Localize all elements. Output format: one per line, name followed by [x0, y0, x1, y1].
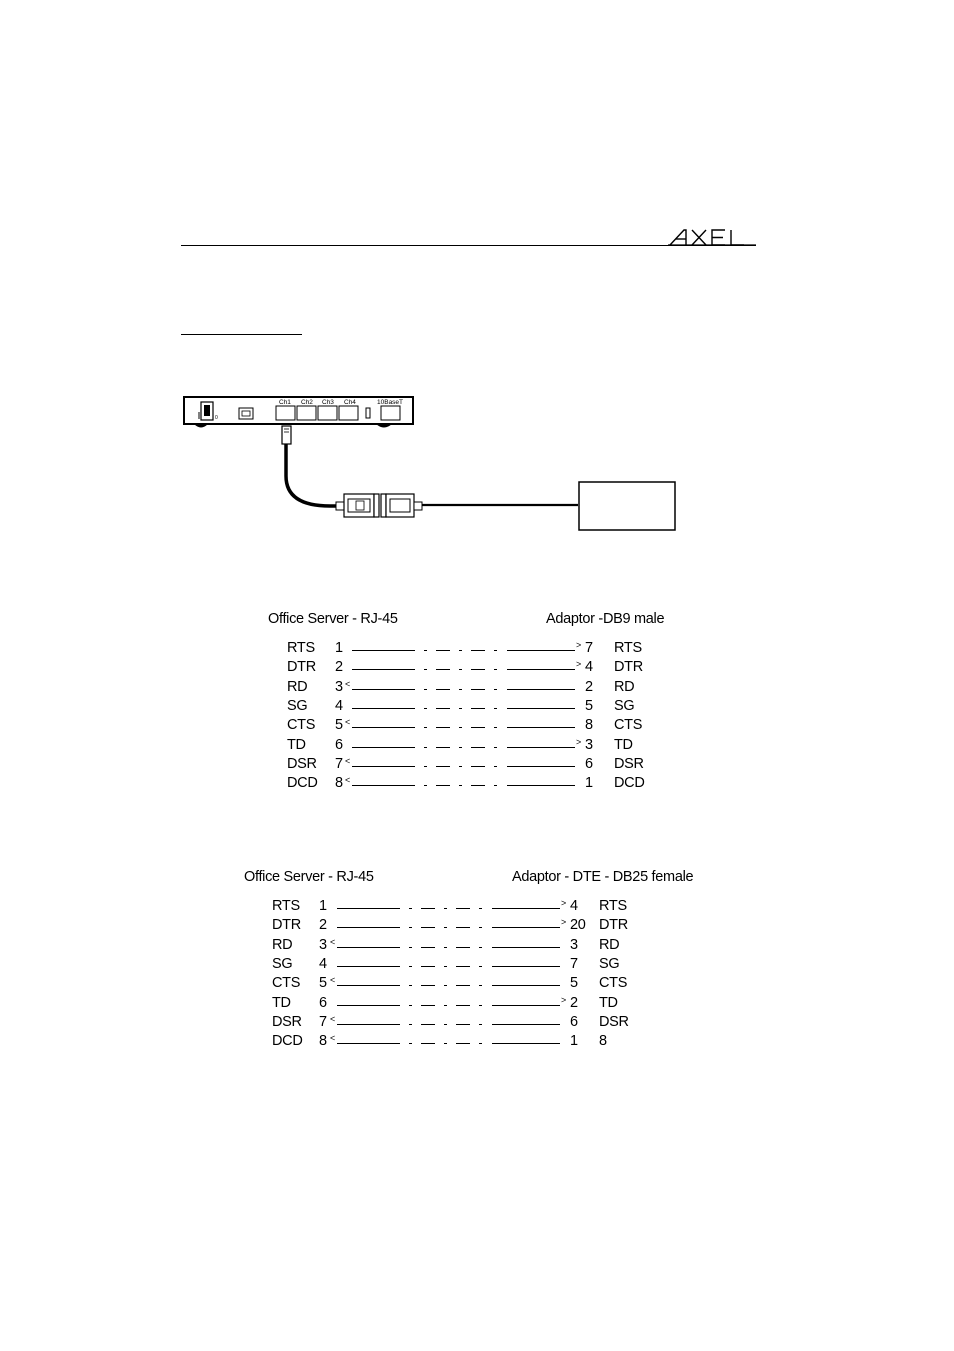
wire-dash	[471, 708, 485, 709]
wire-segment	[507, 785, 575, 786]
wire-dash	[471, 650, 485, 651]
arrow-left-icon: <	[330, 1013, 335, 1024]
wire-dash	[424, 747, 427, 748]
left-signal: DSR	[287, 755, 317, 772]
wire-dash	[409, 966, 412, 967]
right-pin: 7	[585, 640, 593, 656]
left-pin: 4	[335, 697, 343, 714]
right-pin: 5	[585, 697, 593, 714]
pinout-row	[0, 679, 954, 698]
device-foot-left	[194, 424, 208, 428]
left-pin: 1	[335, 640, 343, 656]
wire-dash	[494, 650, 497, 651]
table1-left-title: Office Server - RJ-45	[268, 611, 398, 627]
wire-dash	[494, 689, 497, 690]
wire-dash	[494, 747, 497, 748]
wire-segment	[492, 947, 560, 948]
wire-dash	[494, 766, 497, 767]
pinout-row	[0, 917, 954, 936]
arrow-left-icon: <	[345, 775, 350, 786]
wire-dash	[421, 947, 435, 948]
pinout-row	[0, 995, 954, 1014]
left-signal: RD	[287, 678, 308, 695]
wire-segment	[337, 985, 400, 986]
right-signal: DSR	[614, 755, 644, 772]
left-signal: RTS	[272, 898, 300, 914]
wire-dash	[494, 727, 497, 728]
wire-dash	[424, 650, 427, 651]
wire-dash	[409, 927, 412, 928]
wire-segment	[492, 1043, 560, 1044]
left-pin: 6	[335, 736, 343, 753]
right-signal: TD	[614, 736, 633, 753]
wire-dash	[479, 1005, 482, 1006]
wire-segment	[492, 985, 560, 986]
right-pin: 8	[585, 717, 593, 734]
wire-dash	[444, 927, 447, 928]
pinout-row	[0, 737, 954, 756]
right-signal: RTS	[614, 640, 642, 656]
table1-right-title: Adaptor -DB9 male	[546, 611, 665, 627]
wire-dash	[459, 689, 462, 690]
arrow-right-icon: >	[576, 736, 581, 747]
wire-segment	[337, 908, 400, 909]
wire-segment	[507, 650, 575, 651]
wire-dash	[421, 908, 435, 909]
wire-segment	[492, 1005, 560, 1006]
right-pin: 2	[570, 994, 578, 1011]
pinout-row	[0, 898, 954, 917]
wire-dash	[436, 708, 450, 709]
left-signal: RD	[272, 936, 293, 953]
wire-segment	[492, 927, 560, 928]
wire-dash	[424, 689, 427, 690]
right-pin: 1	[585, 775, 593, 792]
wire-dash	[494, 708, 497, 709]
right-pin: 6	[570, 1013, 578, 1030]
right-signal: RTS	[599, 898, 627, 914]
wire-segment	[507, 747, 575, 748]
left-pin: 6	[319, 994, 327, 1011]
left-signal: TD	[272, 994, 291, 1011]
wire-dash	[459, 785, 462, 786]
right-signal: CTS	[614, 717, 643, 734]
arrow-left-icon: <	[330, 936, 335, 947]
wire-dash	[444, 1005, 447, 1006]
wire-dash	[409, 985, 412, 986]
wire-segment	[337, 1005, 400, 1006]
led-indicator	[366, 408, 370, 418]
left-pin: 2	[319, 917, 327, 934]
db9-adaptor-icon	[336, 494, 422, 517]
right-pin: 4	[585, 659, 593, 676]
right-signal: SG	[599, 955, 620, 972]
wire-segment	[352, 747, 415, 748]
left-signal: RTS	[287, 640, 315, 656]
aux-port-icon	[239, 408, 253, 419]
left-pin: 3	[319, 936, 327, 953]
peripheral-device-box	[579, 482, 675, 530]
wire-segment	[337, 1024, 400, 1025]
wire-dash	[409, 947, 412, 948]
wire-dash	[424, 766, 427, 767]
wire-dash	[479, 908, 482, 909]
arrow-right-icon: >	[561, 917, 566, 928]
pinout-row	[0, 1014, 954, 1033]
pinout-row	[0, 640, 954, 659]
wire-dash	[409, 1005, 412, 1006]
right-pin: 1	[570, 1033, 578, 1050]
wire-segment	[507, 727, 575, 728]
left-pin: 7	[335, 755, 343, 772]
wire-segment	[352, 689, 415, 690]
wire-dash	[444, 1024, 447, 1025]
wire-segment	[507, 708, 575, 709]
wire-dash	[459, 708, 462, 709]
pinout-row	[0, 1033, 954, 1052]
wire-dash	[409, 1043, 412, 1044]
right-signal: 8	[599, 1033, 607, 1050]
wire-dash	[456, 1024, 470, 1025]
wire-dash	[459, 650, 462, 651]
wire-dash	[436, 727, 450, 728]
wire-segment	[352, 766, 415, 767]
pinout-row	[0, 659, 954, 678]
wire-segment	[492, 908, 560, 909]
left-pin: 5	[319, 975, 327, 992]
wire-dash	[424, 785, 427, 786]
wire-dash	[471, 727, 485, 728]
arrow-right-icon: >	[576, 659, 581, 670]
left-signal: DSR	[272, 1013, 302, 1030]
wire-dash	[436, 766, 450, 767]
port-label-ch4: Ch4	[344, 399, 356, 406]
device-foot-right	[376, 424, 392, 428]
left-pin: 2	[335, 659, 343, 676]
left-pin: 4	[319, 955, 327, 972]
pinout-row	[0, 717, 954, 736]
wire-dash	[479, 1024, 482, 1025]
right-signal: DTR	[614, 659, 643, 676]
wire-segment	[337, 1043, 400, 1044]
right-pin: 6	[585, 755, 593, 772]
wire-dash	[421, 1005, 435, 1006]
left-signal: SG	[287, 697, 308, 714]
pinout-row	[0, 698, 954, 717]
ethernet-port	[381, 406, 400, 420]
wire-dash	[436, 669, 450, 670]
wire-dash	[459, 669, 462, 670]
wire-dash	[456, 1043, 470, 1044]
wire-segment	[337, 966, 400, 967]
right-pin: 7	[570, 955, 578, 972]
wire-dash	[444, 966, 447, 967]
right-pin: 5	[570, 975, 578, 992]
pinout-row	[0, 975, 954, 994]
wire-dash	[456, 947, 470, 948]
arrow-right-icon: >	[561, 898, 566, 908]
right-signal: DCD	[614, 775, 645, 792]
wire-dash	[456, 985, 470, 986]
wire-dash	[444, 985, 447, 986]
wire-dash	[471, 766, 485, 767]
arrow-left-icon: <	[345, 717, 350, 728]
left-signal: CTS	[272, 975, 301, 992]
port-label-ch3: Ch3	[322, 399, 334, 406]
wire-dash	[471, 689, 485, 690]
svg-text:0: 0	[215, 415, 218, 421]
left-signal: DTR	[272, 917, 301, 934]
wire-segment	[352, 669, 415, 670]
wire-dash	[456, 966, 470, 967]
right-signal: RD	[614, 678, 635, 695]
wire-segment	[507, 669, 575, 670]
left-signal: DCD	[272, 1033, 303, 1050]
wire-dash	[479, 985, 482, 986]
wire-dash	[421, 1043, 435, 1044]
port-label-ch1: Ch1	[279, 399, 291, 406]
arrow-left-icon: <	[345, 678, 350, 689]
wire-dash	[494, 785, 497, 786]
right-pin: 20	[570, 917, 586, 934]
right-pin: 4	[570, 898, 578, 914]
wire-dash	[456, 908, 470, 909]
wire-dash	[421, 1024, 435, 1025]
left-pin: 8	[335, 775, 343, 792]
right-pin: 3	[585, 736, 593, 753]
right-signal: TD	[599, 994, 618, 1011]
arrow-left-icon: <	[330, 1033, 335, 1044]
right-signal: SG	[614, 697, 635, 714]
table2-right-title: Adaptor - DTE - DB25 female	[512, 869, 694, 885]
wire-segment	[337, 927, 400, 928]
right-signal: DTR	[599, 917, 628, 934]
right-signal: DSR	[599, 1013, 629, 1030]
wire-dash	[444, 947, 447, 948]
wire-dash	[444, 908, 447, 909]
left-pin: 7	[319, 1013, 327, 1030]
wire-segment	[507, 689, 575, 690]
wire-dash	[421, 966, 435, 967]
wire-dash	[421, 985, 435, 986]
arrow-left-icon: <	[330, 975, 335, 986]
port-label-10baset: 10BaseT	[377, 399, 404, 406]
arrow-right-icon: >	[561, 994, 566, 1005]
wire-dash	[471, 747, 485, 748]
wire-dash	[421, 927, 435, 928]
left-pin: 3	[335, 678, 343, 695]
wire-segment	[337, 947, 400, 948]
wire-segment	[507, 766, 575, 767]
wire-dash	[409, 908, 412, 909]
wire-dash	[479, 927, 482, 928]
right-signal: CTS	[599, 975, 628, 992]
wire-segment	[352, 708, 415, 709]
arrow-right-icon: >	[576, 640, 581, 650]
wire-dash	[436, 689, 450, 690]
wire-dash	[459, 727, 462, 728]
left-pin: 5	[335, 717, 343, 734]
wire-dash	[409, 1024, 412, 1025]
wire-dash	[494, 669, 497, 670]
left-pin: 8	[319, 1033, 327, 1050]
rj45-cable	[286, 444, 344, 506]
wire-dash	[424, 708, 427, 709]
right-signal: RD	[599, 936, 620, 953]
arrow-left-icon: <	[345, 755, 350, 766]
wire-segment	[352, 727, 415, 728]
wire-dash	[436, 747, 450, 748]
wire-dash	[479, 947, 482, 948]
right-pin: 2	[585, 678, 593, 695]
left-pin: 1	[319, 898, 327, 914]
table2-left-title: Office Server - RJ-45	[244, 869, 374, 885]
connection-diagram	[0, 0, 954, 560]
wire-dash	[459, 766, 462, 767]
wire-segment	[492, 966, 560, 967]
pinout-row	[0, 956, 954, 975]
wire-dash	[424, 669, 427, 670]
left-signal: DTR	[287, 659, 316, 676]
pinout-row	[0, 937, 954, 956]
wire-dash	[479, 1043, 482, 1044]
wire-dash	[424, 727, 427, 728]
left-signal: CTS	[287, 717, 316, 734]
wire-segment	[352, 785, 415, 786]
wire-dash	[436, 650, 450, 651]
pinout-row	[0, 756, 954, 775]
wire-segment	[352, 650, 415, 651]
wire-dash	[459, 747, 462, 748]
wire-segment	[492, 1024, 560, 1025]
left-signal: TD	[287, 736, 306, 753]
right-pin: 3	[570, 936, 578, 953]
wire-dash	[471, 785, 485, 786]
wire-dash	[471, 669, 485, 670]
port-label-ch2: Ch2	[301, 399, 313, 406]
wire-dash	[456, 927, 470, 928]
wire-dash	[444, 1043, 447, 1044]
wire-dash	[456, 1005, 470, 1006]
left-signal: DCD	[287, 775, 318, 792]
pinout-row	[0, 775, 954, 794]
left-signal: SG	[272, 955, 293, 972]
wire-dash	[479, 966, 482, 967]
wire-dash	[436, 785, 450, 786]
